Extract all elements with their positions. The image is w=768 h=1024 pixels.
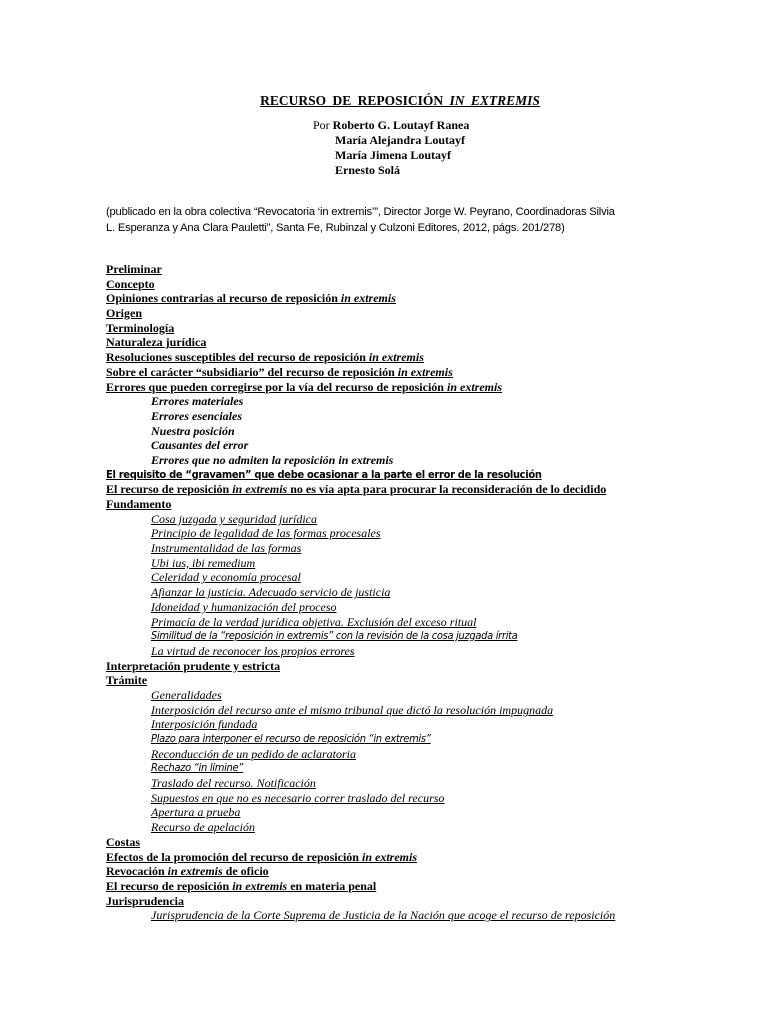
toc-entry: Errores materiales (151, 394, 244, 409)
toc-entry: Opiniones contrarias al recurso de reposición in extremis (106, 291, 396, 306)
toc-entry: Afianzar la justicia. Adecuado servicio de justicia (151, 585, 391, 600)
toc-entry: Preliminar (106, 262, 162, 276)
toc-entry: Ubi ius, ibi remedium (151, 555, 256, 570)
toc-entry: Sobre el carácter “subsidiario” del recurso de reposición in extremis (106, 364, 453, 379)
toc-entry: Revocación in extremis de oficio (106, 864, 269, 879)
table-of-contents (106, 262, 686, 923)
by-label: Por (313, 118, 333, 132)
toc-entry: Origen (106, 306, 142, 321)
document-title (0, 93, 768, 109)
toc-entry: Similitud de la “reposición in extremis” con la revisión de la cosa juzgada írrita (151, 629, 518, 643)
toc-entry: Nuestra posición (151, 423, 235, 438)
authors-block (313, 118, 469, 178)
toc-entry: Errores que pueden corregirse por la vía del recurso de reposición in extremis (106, 379, 502, 394)
toc-entry: Primacía de la verdad jurídica objetiva. Exclusión del exceso ritual (151, 614, 477, 629)
toc-entry: Rechazo “in limine” (151, 761, 244, 775)
toc-entry: Interpretación prudente y estricta (106, 658, 281, 673)
toc-entry: Terminología (106, 320, 175, 335)
toc-entry: Errores que no admiten la reposición in extremis (151, 452, 394, 467)
author-3: María Jimena Loutayf (335, 148, 451, 162)
title-italic: IN EXTREMIS (449, 93, 540, 108)
toc-entry: Errores esenciales (151, 408, 242, 423)
toc-entry: Generalidades (151, 687, 222, 702)
toc-entry: Traslado del recurso. Notificación (151, 776, 316, 791)
toc-entry: El requisito de “gravamen” que debe ocasionar a la parte el error de la resolución (106, 467, 542, 481)
toc-entry: Celeridad y economía procesal (151, 570, 301, 585)
publication-line-2: L. Esperanza y Ana Clara Pauletti”, Santa Fe, Rubinzal y Culzoni Editores, 2012, págs. 201/278) (106, 222, 565, 234)
toc-entry: Recurso de apelación (151, 820, 255, 835)
author-1: Roberto G. Loutayf Ranea (332, 118, 470, 132)
toc-entry: Resoluciones susceptibles del recurso de reposición in extremis (106, 350, 424, 365)
toc-entry: La virtud de reconocer los propios errores (151, 643, 355, 658)
toc-entry: El recurso de reposición in extremis en materia penal (106, 878, 377, 893)
author-2: María Alejandra Loutayf (335, 133, 465, 147)
toc-entry: Instrumentalidad de las formas (151, 541, 302, 556)
toc-entry: Fundamento (106, 497, 172, 511)
toc-entry: Cosa juzgada y seguridad jurídica (151, 511, 318, 526)
toc-entry: Supuestos en que no es necesario correr traslado del recurso (151, 790, 445, 805)
toc-entry: Principio de legalidad de las formas procesales (151, 526, 381, 541)
toc-entry: Concepto (106, 276, 155, 291)
toc-entry: El recurso de reposición in extremis no es vía apta para procurar la reconsideración de lo decidido (106, 482, 607, 497)
toc-entry: Interposición del recurso ante el mismo tribunal que dictó la resolución impugnada (151, 702, 554, 717)
title-main: RECURSO DE REPOSICIÓN (260, 93, 450, 108)
toc-entry: Interposición fundada (151, 717, 258, 732)
toc-entry: Costas (106, 834, 141, 849)
author-4: Ernesto Solá (335, 163, 401, 177)
toc-entry: Trámite (106, 673, 148, 688)
publication-line-1: (publicado en la obra colectiva “Revocatoria ‘in extremis’”, Director Jorge W. Peyrano, Coordinadoras Silvia (106, 206, 615, 218)
toc-entry: Plazo para interponer el recurso de reposición “in extremis” (151, 732, 431, 745)
toc-entry: Naturaleza jurídica (106, 335, 207, 350)
toc-entry: Reconducción de un pedido de aclaratoria (151, 746, 356, 761)
toc-entry: Apertura a prueba (151, 805, 241, 820)
toc-entry: Jurisprudencia (106, 893, 185, 908)
toc-entry: Efectos de la promoción del recurso de reposición in extremis (106, 849, 417, 864)
toc-entry: Jurisprudencia de la Corte Suprema de Justicia de la Nación que acoge el recurso de reposición (151, 908, 616, 923)
publication-note (106, 204, 666, 236)
toc-entry: Idoneidad y humanización del proceso (151, 599, 337, 614)
toc-entry: Causantes del error (151, 438, 249, 453)
